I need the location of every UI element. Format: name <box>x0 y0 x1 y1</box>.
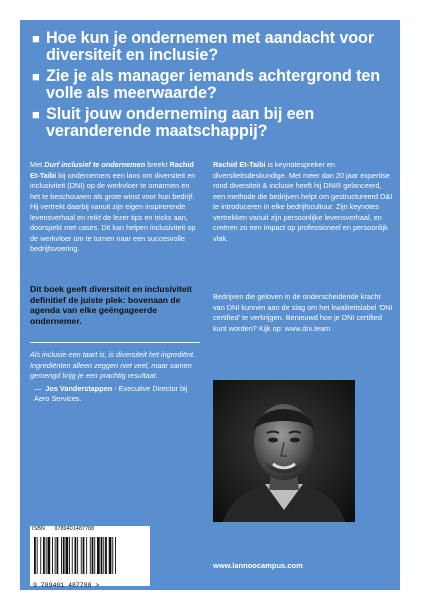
intro-mid: breekt <box>145 160 170 169</box>
question-2 <box>32 67 396 102</box>
barcode-bar <box>75 537 77 574</box>
book-back-cover <box>20 20 400 590</box>
barcode-bars-image <box>30 534 150 576</box>
barcode-bar <box>46 537 47 574</box>
author-name: Rachid Et-Taibi <box>30 160 194 180</box>
highlight-statement: Dit boek geeft diversiteit en inclusiviteit definitief de juiste plek: bovenaan de agenda van elke geëngageerde ondernemer. <box>30 284 192 326</box>
barcode-bar <box>112 537 113 574</box>
book-title: Durf inclusief te ondernemen <box>44 160 146 169</box>
barcode-bar <box>105 537 107 574</box>
certification-text: Bedrijven die geloven in de onderscheidende kracht van DNI kunnen aan de slag om het kwaliteitslabel 'DNI certified' te verkrijgen. Benieuwd hoe je DNI certified kunt worden? Kijk op: www.dni.team <box>213 292 393 333</box>
intro-rest: bij ondernemers een lans om diversiteit en inclusiviteit (DNI) op de werkvloer te omarmen en het te beschouwen als grote winst voor hun bedrijf. Hij vertrekt daarbij vanuit zijn eigen inspirerende levensverhaal en reikt de lezer tips en tricks aan, doorspekt met cases. Dit kan helpen inclusiviteit op de werkvloer om te turnen naar een succesvolle bedrijfsvoering. <box>30 170 196 253</box>
question-2-text: Zie je als manager iemands achtergrond ten volle als meerwaarde? <box>46 67 381 102</box>
bullet-square-icon: ■ <box>32 69 40 84</box>
barcode-bar <box>81 537 82 574</box>
barcode-bar <box>83 537 85 574</box>
barcode-digits: 9 789401 487788 > <box>33 582 100 589</box>
question-1 <box>32 29 396 64</box>
intro-paragraph <box>30 160 200 255</box>
barcode-bar <box>37 537 38 574</box>
barcode-bar <box>86 537 87 574</box>
quote-text: Als inclusie een taart is, is diversiteit het ingrediënt. Ingrediënten alleen zeggen niet veel, maar samen gemengd krijg je een prachtig resultaat. <box>30 350 196 380</box>
barcode-bar <box>115 537 116 574</box>
divider <box>30 342 200 343</box>
barcode-bar <box>63 537 65 574</box>
barcode-bar <box>57 537 59 574</box>
barcode-bar <box>48 537 51 574</box>
barcode-bar <box>43 537 45 574</box>
author-portrait-image <box>213 380 355 522</box>
barcode-bar <box>52 537 53 574</box>
publisher-website[interactable]: www.lannoocampus.com <box>213 561 303 570</box>
barcode-bar <box>97 537 100 574</box>
barcode-bar <box>92 537 94 574</box>
quote-attribution <box>30 384 202 405</box>
bio-author-name: Rachid Et-Taibi <box>213 160 266 169</box>
testimonial-quote <box>30 350 202 405</box>
question-3-text: Sluit jouw onderneming aan bij een veranderende maatschappij? <box>46 105 315 140</box>
bullet-square-icon: ■ <box>32 107 40 122</box>
barcode-bar <box>101 537 103 574</box>
barcode <box>30 534 150 589</box>
barcode-bar <box>109 537 112 574</box>
certification-paragraph <box>213 292 393 334</box>
barcode-bar <box>61 537 62 574</box>
question-1-text: Hoe kun je ondernemen met aandacht voor diversiteit en inclusie? <box>46 29 375 64</box>
quote-author: Jos Vanderstappen <box>45 383 113 393</box>
barcode-bar <box>40 537 41 574</box>
barcode-bar <box>77 537 78 574</box>
barcode-bar <box>34 537 36 574</box>
intro-pre: Met <box>30 160 45 169</box>
bio-text: is keynotespreker en diversiteitsdeskundige. Met meer dan 20 jaar expertise rond diversiteit & inclusie heeft hij DNI® gelanceerd, een methode die bedrijven helpt om gestructureerd D&I te introduceren in elke bedrijfscultuur. Zijn keynotes vertrekken vanuit zijn persoonlijke levensverhaal, en creëren zo een impact op professioneel en persoonlijk vlak. <box>213 160 393 243</box>
barcode-bar <box>103 537 104 574</box>
author-bio <box>213 160 393 244</box>
barcode-bar <box>72 537 73 574</box>
barcode-bar <box>55 537 56 574</box>
bullet-square-icon: ■ <box>32 31 40 46</box>
author-photo <box>213 380 355 522</box>
isbn-label <box>30 526 150 534</box>
barcode-bar <box>94 537 95 574</box>
question-3 <box>32 105 396 140</box>
barcode-bar <box>90 537 91 574</box>
isbn-number: 9789401487788 <box>54 526 95 532</box>
quote-dash: — <box>34 383 42 393</box>
isbn-label-text: ISBN <box>32 526 45 532</box>
quote-role: - Executive Director bij Aero Services. <box>34 383 188 403</box>
barcode-bar <box>66 537 69 574</box>
barcode-bar <box>69 537 70 574</box>
